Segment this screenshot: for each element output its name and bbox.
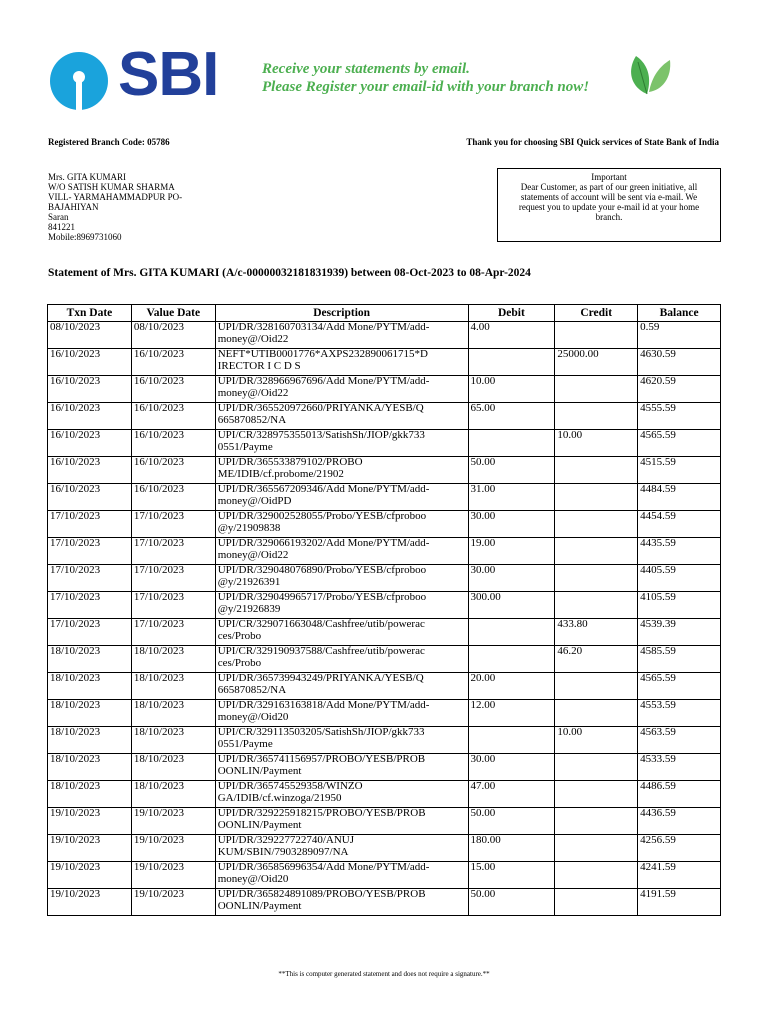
debit-cell: 50.00 <box>468 808 555 835</box>
header-value-date: Value Date <box>131 305 215 322</box>
credit-cell: 10.00 <box>555 727 638 754</box>
value-date-cell: 16/10/2023 <box>131 430 215 457</box>
txn-date-cell: 16/10/2023 <box>48 376 132 403</box>
header-description: Description <box>215 305 468 322</box>
header-credit: Credit <box>555 305 638 322</box>
credit-cell <box>555 322 638 349</box>
table-row <box>48 808 721 835</box>
credit-cell <box>555 808 638 835</box>
table-row <box>48 646 721 673</box>
txn-date-cell: 17/10/2023 <box>48 592 132 619</box>
sbi-brand-text: SBI <box>118 40 219 109</box>
credit-cell <box>555 889 638 916</box>
description-cell: NEFT*UTIB0001776*AXPS232890061715*D IRECTOR I C D S <box>215 349 468 376</box>
debit-cell <box>468 430 555 457</box>
value-date-cell: 16/10/2023 <box>131 403 215 430</box>
credit-cell <box>555 484 638 511</box>
txn-date-cell: 17/10/2023 <box>48 565 132 592</box>
value-date-cell: 18/10/2023 <box>131 754 215 781</box>
description-cell: UPI/CR/328975355013/SatishSh/JIOP/gkk733 0551/Payme <box>215 430 468 457</box>
table-row <box>48 862 721 889</box>
balance-cell: 4539.39 <box>638 619 721 646</box>
txn-date-cell: 18/10/2023 <box>48 781 132 808</box>
credit-cell <box>555 511 638 538</box>
debit-cell: 10.00 <box>468 376 555 403</box>
value-date-cell: 17/10/2023 <box>131 619 215 646</box>
debit-cell: 4.00 <box>468 322 555 349</box>
debit-cell <box>468 646 555 673</box>
txn-date-cell: 16/10/2023 <box>48 430 132 457</box>
txn-date-cell: 16/10/2023 <box>48 457 132 484</box>
table-row <box>48 700 721 727</box>
value-date-cell: 17/10/2023 <box>131 511 215 538</box>
email-promo <box>262 60 589 96</box>
txn-date-cell: 18/10/2023 <box>48 727 132 754</box>
balance-cell: 4565.59 <box>638 430 721 457</box>
description-cell: UPI/DR/329049965717/Probo/YESB/cfproboo @y/21926839 <box>215 592 468 619</box>
debit-cell: 15.00 <box>468 862 555 889</box>
credit-cell <box>555 376 638 403</box>
value-date-cell: 19/10/2023 <box>131 889 215 916</box>
balance-cell: 4484.59 <box>638 484 721 511</box>
debit-cell: 30.00 <box>468 754 555 781</box>
credit-cell <box>555 781 638 808</box>
txn-date-cell: 19/10/2023 <box>48 835 132 862</box>
value-date-cell: 16/10/2023 <box>131 376 215 403</box>
value-date-cell: 18/10/2023 <box>131 781 215 808</box>
debit-cell: 300.00 <box>468 592 555 619</box>
description-cell: UPI/DR/365533879102/PROBO ME/IDIB/cf.probome/21902 <box>215 457 468 484</box>
credit-cell <box>555 862 638 889</box>
balance-cell: 4436.59 <box>638 808 721 835</box>
balance-cell: 4241.59 <box>638 862 721 889</box>
credit-cell <box>555 565 638 592</box>
balance-cell: 4256.59 <box>638 835 721 862</box>
debit-cell: 50.00 <box>468 889 555 916</box>
balance-cell: 4191.59 <box>638 889 721 916</box>
table-row <box>48 565 721 592</box>
description-cell: UPI/CR/329190937588/Cashfree/utib/powerac ces/Probo <box>215 646 468 673</box>
debit-cell: 65.00 <box>468 403 555 430</box>
balance-cell: 0.59 <box>638 322 721 349</box>
credit-cell: 25000.00 <box>555 349 638 376</box>
description-cell: UPI/DR/328966967696/Add Mone/PYTM/add-money@/Oid22 <box>215 376 468 403</box>
description-cell: UPI/CR/329071663048/Cashfree/utib/powerac ces/Probo <box>215 619 468 646</box>
description-cell: UPI/DR/329225918215/PROBO/YESB/PROB OONLIN/Payment <box>215 808 468 835</box>
footer-note: **This is computer generated statement and does not require a signature.** <box>278 970 490 978</box>
txn-date-cell: 19/10/2023 <box>48 862 132 889</box>
transactions-table <box>47 304 721 916</box>
debit-cell <box>468 349 555 376</box>
balance-cell: 4533.59 <box>638 754 721 781</box>
header-txn-date: Txn Date <box>48 305 132 322</box>
value-date-cell: 18/10/2023 <box>131 700 215 727</box>
transactions-body <box>48 322 721 916</box>
balance-cell: 4405.59 <box>638 565 721 592</box>
credit-cell <box>555 673 638 700</box>
balance-cell: 4565.59 <box>638 673 721 700</box>
promo-line-2: Please Register your email-id with your branch now! <box>262 79 590 95</box>
description-cell: UPI/DR/329227722740/ANUJ KUM/SBIN/7903289097/NA <box>215 835 468 862</box>
debit-cell: 180.00 <box>468 835 555 862</box>
balance-cell: 4454.59 <box>638 511 721 538</box>
description-cell: UPI/DR/329048076890/Probo/YESB/cfproboo @y/21926391 <box>215 565 468 592</box>
table-row <box>48 592 721 619</box>
statement-title: Statement of Mrs. GITA KUMARI (A/c-00000032181831939) between 08-Oct-2023 to 08-Apr-2024 <box>48 267 531 279</box>
value-date-cell: 18/10/2023 <box>131 727 215 754</box>
debit-cell <box>468 727 555 754</box>
table-row <box>48 322 721 349</box>
table-row <box>48 484 721 511</box>
important-notice-box <box>497 168 721 242</box>
value-date-cell: 19/10/2023 <box>131 808 215 835</box>
debit-cell: 50.00 <box>468 457 555 484</box>
balance-cell: 4585.59 <box>638 646 721 673</box>
description-cell: UPI/DR/365567209346/Add Mone/PYTM/add-money@/OidPD <box>215 484 468 511</box>
table-header-row <box>48 305 721 322</box>
credit-cell <box>555 457 638 484</box>
balance-cell: 4515.59 <box>638 457 721 484</box>
table-row <box>48 673 721 700</box>
credit-cell <box>555 538 638 565</box>
value-date-cell: 16/10/2023 <box>131 484 215 511</box>
balance-cell: 4435.59 <box>638 538 721 565</box>
debit-cell: 31.00 <box>468 484 555 511</box>
customer-address: Mrs. GITA KUMARI W/O SATISH KUMAR SHARMA VILL- YARMAHAMMADPUR PO- BAJAHIYAN Saran 841221 Mobile:8969731060 <box>48 172 183 242</box>
table-row <box>48 727 721 754</box>
table-row <box>48 781 721 808</box>
debit-cell: 12.00 <box>468 700 555 727</box>
balance-cell: 4620.59 <box>638 376 721 403</box>
notice-title: Important <box>591 172 627 182</box>
debit-cell <box>468 619 555 646</box>
value-date-cell: 17/10/2023 <box>131 592 215 619</box>
txn-date-cell: 17/10/2023 <box>48 511 132 538</box>
description-cell: UPI/DR/329002528055/Probo/YESB/cfproboo @y/21909838 <box>215 511 468 538</box>
debit-cell: 30.00 <box>468 511 555 538</box>
credit-cell <box>555 700 638 727</box>
table-row <box>48 889 721 916</box>
value-date-cell: 17/10/2023 <box>131 565 215 592</box>
txn-date-cell: 08/10/2023 <box>48 322 132 349</box>
balance-cell: 4555.59 <box>638 403 721 430</box>
header-balance: Balance <box>638 305 721 322</box>
credit-cell <box>555 835 638 862</box>
txn-date-cell: 18/10/2023 <box>48 646 132 673</box>
credit-cell <box>555 592 638 619</box>
txn-date-cell: 16/10/2023 <box>48 349 132 376</box>
value-date-cell: 19/10/2023 <box>131 862 215 889</box>
header-debit: Debit <box>468 305 555 322</box>
table-row <box>48 349 721 376</box>
table-row <box>48 403 721 430</box>
balance-cell: 4553.59 <box>638 700 721 727</box>
value-date-cell: 17/10/2023 <box>131 538 215 565</box>
txn-date-cell: 18/10/2023 <box>48 754 132 781</box>
table-row <box>48 754 721 781</box>
table-row <box>48 619 721 646</box>
value-date-cell: 16/10/2023 <box>131 349 215 376</box>
debit-cell: 30.00 <box>468 565 555 592</box>
txn-date-cell: 19/10/2023 <box>48 889 132 916</box>
table-row <box>48 430 721 457</box>
registered-branch-code: Registered Branch Code: 05786 <box>48 137 170 147</box>
description-cell: UPI/DR/365745529358/WINZO GA/IDIB/cf.winzoga/21950 <box>215 781 468 808</box>
debit-cell: 47.00 <box>468 781 555 808</box>
txn-date-cell: 17/10/2023 <box>48 619 132 646</box>
description-cell: UPI/DR/365741156957/PROBO/YESB/PROB OONLIN/Payment <box>215 754 468 781</box>
description-cell: UPI/DR/365856996354/Add Mone/PYTM/add-money@/Oid20 <box>215 862 468 889</box>
notice-body: Dear Customer, as part of our green initiative, all statements of account will be sent via e-mail. We request you to update your e-mail id at your home branch. <box>518 182 700 222</box>
txn-date-cell: 16/10/2023 <box>48 403 132 430</box>
promo-line-1: Receive your statements by email. <box>262 61 470 77</box>
table-row <box>48 457 721 484</box>
balance-cell: 4630.59 <box>638 349 721 376</box>
description-cell: UPI/DR/365520972660/PRIYANKA/YESB/Q 665870852/NA <box>215 403 468 430</box>
credit-cell: 433.80 <box>555 619 638 646</box>
sbi-logo <box>48 40 228 110</box>
description-cell: UPI/DR/329163163818/Add Mone/PYTM/add-money@/Oid20 <box>215 700 468 727</box>
value-date-cell: 18/10/2023 <box>131 673 215 700</box>
description-cell: UPI/CR/329113503205/SatishSh/JIOP/gkk733 0551/Payme <box>215 727 468 754</box>
table-row <box>48 376 721 403</box>
debit-cell: 20.00 <box>468 673 555 700</box>
txn-date-cell: 17/10/2023 <box>48 538 132 565</box>
txn-date-cell: 19/10/2023 <box>48 808 132 835</box>
debit-cell: 19.00 <box>468 538 555 565</box>
credit-cell: 10.00 <box>555 430 638 457</box>
thanks-message: Thank you for choosing SBI Quick services of State Bank of India <box>466 137 719 147</box>
value-date-cell: 16/10/2023 <box>131 457 215 484</box>
txn-date-cell: 18/10/2023 <box>48 700 132 727</box>
sbi-logo-icon <box>48 50 110 112</box>
txn-date-cell: 18/10/2023 <box>48 673 132 700</box>
description-cell: UPI/DR/365824891089/PROBO/YESB/PROB OONLIN/Payment <box>215 889 468 916</box>
table-row <box>48 835 721 862</box>
value-date-cell: 08/10/2023 <box>131 322 215 349</box>
credit-cell <box>555 403 638 430</box>
value-date-cell: 18/10/2023 <box>131 646 215 673</box>
balance-cell: 4105.59 <box>638 592 721 619</box>
table-row <box>48 538 721 565</box>
txn-date-cell: 16/10/2023 <box>48 484 132 511</box>
value-date-cell: 19/10/2023 <box>131 835 215 862</box>
credit-cell: 46.20 <box>555 646 638 673</box>
table-row <box>48 511 721 538</box>
credit-cell <box>555 754 638 781</box>
description-cell: UPI/DR/328160703134/Add Mone/PYTM/add-money@/Oid22 <box>215 322 468 349</box>
balance-cell: 4486.59 <box>638 781 721 808</box>
balance-cell: 4563.59 <box>638 727 721 754</box>
description-cell: UPI/DR/365739943249/PRIYANKA/YESB/Q 665870852/NA <box>215 673 468 700</box>
description-cell: UPI/DR/329066193202/Add Mone/PYTM/add-money@/Oid22 <box>215 538 468 565</box>
green-leaf-icon <box>622 48 672 96</box>
